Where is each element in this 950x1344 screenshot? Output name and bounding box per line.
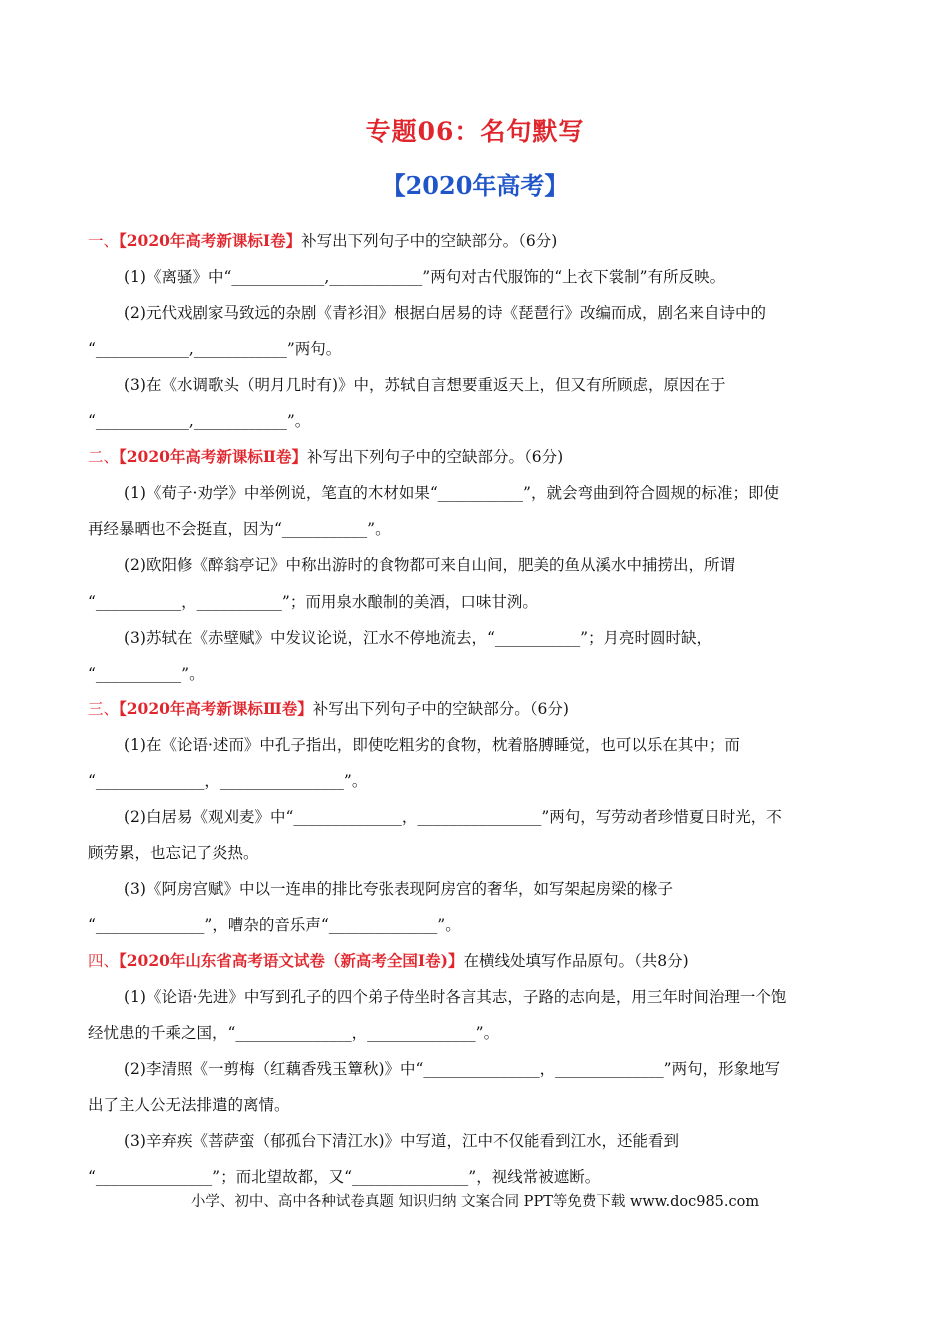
section-number: 一、 [88, 232, 120, 250]
question-line: (1)《离骚》中“____________,____________”两句对古代服饰的“上衣下裳制”有所反映。 [124, 268, 726, 286]
section-heading [88, 230, 868, 252]
question-line: “______________，________________”。 [88, 772, 368, 790]
question-line: “_______________”；而北望故都，又“_______________”，视线常被遮断。 [88, 1168, 601, 1186]
question-line: “______________”，嘈杂的音乐声“______________”。 [88, 916, 461, 934]
section-number: 三、 [88, 700, 120, 718]
section-tag: 【2020年山东省高考语文试卷（新高考全国Ⅰ卷)】 [119, 951, 464, 970]
section-number: 二、 [88, 448, 120, 466]
question-line: 再经暴晒也不会挺直，因为“___________”。 [88, 520, 391, 538]
page-subtitle: 【2020年高考】 [381, 171, 569, 200]
question-line: “___________”。 [88, 665, 205, 683]
section-heading [88, 950, 868, 972]
section-heading [88, 698, 868, 720]
question-line: “____________,____________”两句。 [88, 340, 342, 358]
page-title: 专题06：名句默写 [365, 117, 585, 146]
question-line: (3)苏轼在《赤壁赋》中发议论说，江水不停地流去，“___________”；月亮时圆时缺， [124, 629, 713, 647]
question-line: (1)《论语·先进》中写到孔子的四个弟子侍坐时各言其志，子路的志向是，用三年时间治理一个饱 [124, 988, 787, 1006]
question-line: (2)元代戏剧家马致远的杂剧《青衫泪》根据白居易的诗《琵琶行》改编而成，剧名来自诗中的 [124, 304, 766, 322]
question-line: (1)在《论语·述而》中孔子指出，即使吃粗劣的食物，枕着胳膊睡觉，也可以乐在其中；而 [124, 736, 740, 754]
section-instruction: 补写出下列句子中的空缺部分。（6分) [312, 700, 569, 718]
question-line: 出了主人公无法排遣的离情。 [88, 1096, 290, 1114]
question-line: (1)《荀子·劝学》中举例说，笔直的木材如果“___________”，就会弯曲到符合圆规的标准；即使 [124, 484, 779, 502]
section-heading [88, 446, 868, 468]
question-line: (3)辛弃疾《菩萨蛮（郁孤台下清江水)》中写道，江中不仅能看到江水，还能看到 [124, 1132, 680, 1150]
question-line: (2)欧阳修《醉翁亭记》中称出游时的食物都可来自山间，肥美的鱼从溪水中捕捞出，所谓 [124, 556, 735, 574]
question-line: 经忧患的千乘之国，“_______________，______________”。 [88, 1024, 500, 1042]
section-number: 四、 [88, 952, 120, 970]
question-line: (3)《阿房宫赋》中以一连串的排比夸张表现阿房宫的奢华，如写架起房梁的椽子 [124, 880, 673, 898]
section-instruction: 补写出下列句子中的空缺部分。（6分) [301, 232, 558, 250]
question-line: (2)白居易《观刈麦》中“______________，________________”两句，写劳动者珍惜夏日时光，不 [124, 808, 782, 826]
question-line: “___________，___________”；而用泉水酿制的美酒，口味甘洌。 [88, 593, 538, 611]
section-instruction: 补写出下列句子中的空缺部分。（6分) [306, 448, 564, 466]
question-line: (3)在《水调歌头（明月几时有)》中，苏轼自言想要重返天上，但又有所顾虑，原因在于 [124, 376, 726, 394]
section-tag: 【2020年高考新课标Ⅱ卷】 [119, 447, 307, 466]
section-tag: 【2020年高考新课标Ⅰ卷】 [119, 231, 302, 250]
section-tag: 【2020年高考新课标Ⅲ卷】 [119, 699, 313, 718]
question-line: “____________,____________”。 [88, 412, 311, 430]
question-line: (2)李清照《一剪梅（红藕香残玉簟秋)》中“_______________，______________”两句，形象地写 [124, 1060, 781, 1078]
section-instruction: 在横线处填写作品原句。（共8分) [463, 952, 689, 970]
question-line: 顾劳累，也忘记了炎热。 [88, 844, 259, 862]
page-footer: 小学、初中、高中各种试卷真题 知识归纳 文案合同 PPT等免费下载 www.doc985.com [190, 1194, 760, 1210]
